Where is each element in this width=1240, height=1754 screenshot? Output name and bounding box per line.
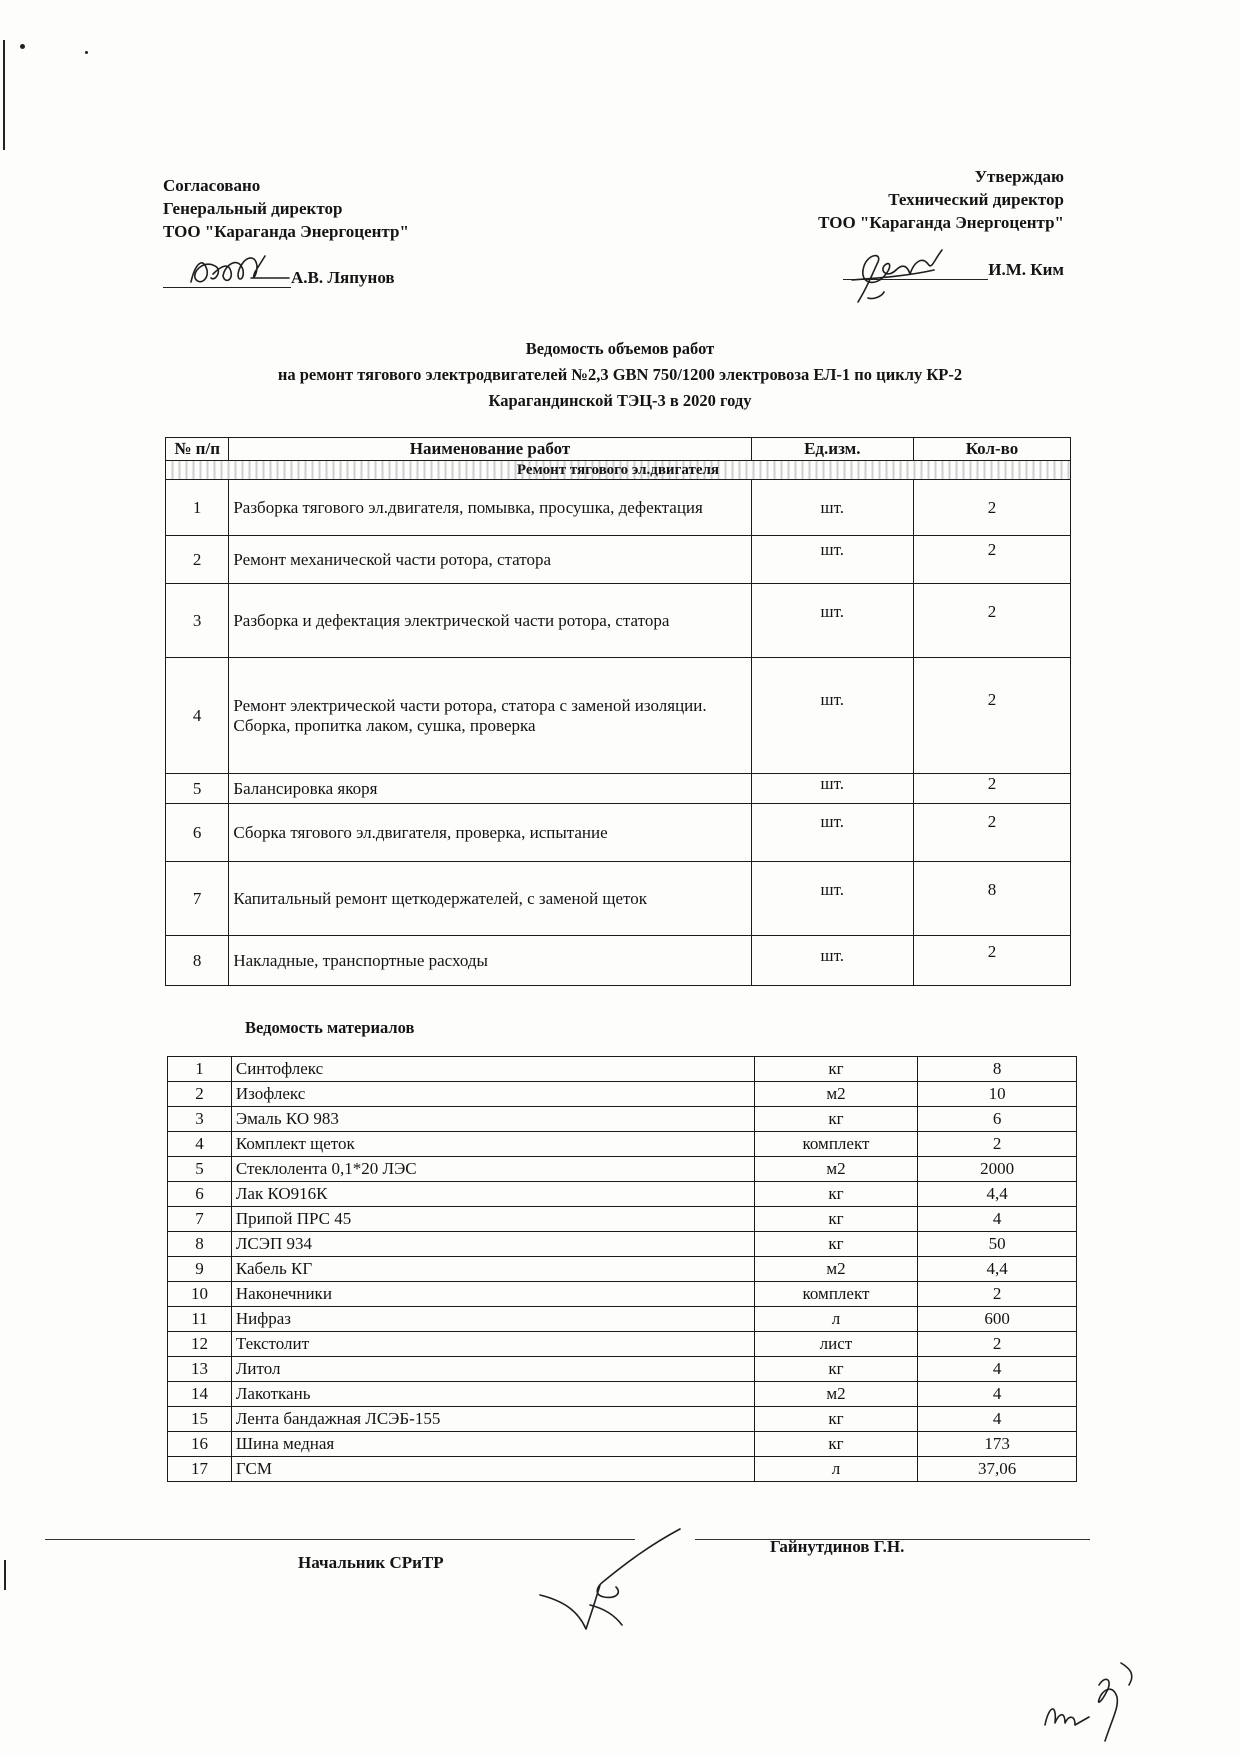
cell-num: 8: [168, 1232, 232, 1257]
table-row: [168, 1157, 1077, 1182]
signatory-name: А.В. Ляпунов: [291, 268, 395, 287]
cell-qty: 4: [918, 1382, 1077, 1407]
cell-name: Эмаль КО 983: [231, 1107, 754, 1132]
cell-num: 4: [166, 658, 229, 774]
cell-qty: 2: [913, 584, 1070, 658]
cell-qty: 2: [913, 658, 1070, 774]
cell-unit: шт.: [751, 804, 913, 862]
cell-num: 7: [166, 862, 229, 936]
table-row: [166, 774, 1071, 804]
cell-qty: 2: [913, 774, 1070, 804]
cell-qty: 4: [918, 1357, 1077, 1382]
cell-num: 6: [168, 1182, 232, 1207]
cell-unit: кг: [754, 1057, 918, 1082]
table-row: [166, 804, 1071, 862]
cell-unit: лист: [754, 1332, 918, 1357]
materials-table: [167, 1056, 1077, 1482]
table-row: [168, 1457, 1077, 1482]
cell-name: Синтофлекс: [231, 1057, 754, 1082]
cell-num: 9: [168, 1257, 232, 1282]
works-section-row: [166, 461, 1071, 480]
signatory-name: И.М. Ким: [988, 260, 1064, 279]
approval-position: Технический директор: [888, 190, 1064, 209]
cell-qty: 37,06: [918, 1457, 1077, 1482]
cell-name: Лента бандажная ЛСЭБ-155: [231, 1407, 754, 1432]
cell-num: 16: [168, 1432, 232, 1457]
cell-unit: кг: [754, 1207, 918, 1232]
cell-num: 15: [168, 1407, 232, 1432]
cell-unit: шт.: [751, 862, 913, 936]
approval-heading: Согласовано: [163, 176, 261, 195]
cell-unit: комплект: [754, 1132, 918, 1157]
table-row: [166, 480, 1071, 536]
column-header-qty: Кол-во: [913, 438, 1070, 461]
cell-name: Изофлекс: [231, 1082, 754, 1107]
cell-unit: л: [754, 1457, 918, 1482]
signature-corner: [1035, 1645, 1165, 1745]
cell-num: 4: [168, 1132, 232, 1157]
cell-qty: 2: [918, 1282, 1077, 1307]
cell-num: 3: [166, 584, 229, 658]
cell-name: ГСМ: [231, 1457, 754, 1482]
cell-unit: м2: [754, 1157, 918, 1182]
cell-unit: шт.: [751, 658, 913, 774]
document-title: [120, 336, 1120, 414]
table-row: [168, 1132, 1077, 1157]
table-row: [168, 1432, 1077, 1457]
cell-qty: 10: [918, 1082, 1077, 1107]
cell-unit: шт.: [751, 584, 913, 658]
cell-qty: 6: [918, 1107, 1077, 1132]
column-header-num: № п/п: [166, 438, 229, 461]
approval-approved-block: [818, 165, 1064, 234]
approval-position: Генеральный директор: [163, 199, 343, 218]
table-row: [168, 1082, 1077, 1107]
cell-name: Припой ПРС 45: [231, 1207, 754, 1232]
cell-num: 2: [168, 1082, 232, 1107]
cell-unit: м2: [754, 1082, 918, 1107]
table-row: [166, 536, 1071, 584]
table-row: [168, 1257, 1077, 1282]
cell-unit: кг: [754, 1432, 918, 1457]
table-row: [168, 1307, 1077, 1332]
cell-name: Текстолит: [231, 1332, 754, 1357]
column-header-name: Наименование работ: [229, 438, 751, 461]
cell-unit: л: [754, 1307, 918, 1332]
cell-num: 17: [168, 1457, 232, 1482]
cell-name: Разборка и дефектация электрической части ротора, статора: [229, 584, 751, 658]
cell-unit: кг: [754, 1107, 918, 1132]
cell-unit: м2: [754, 1257, 918, 1282]
approval-organization: ТОО "Караганда Энергоцентр": [163, 222, 409, 241]
title-line-3: Карагандинской ТЭЦ-3 в 2020 году: [488, 391, 752, 410]
cell-unit: шт.: [751, 774, 913, 804]
table-row: [166, 862, 1071, 936]
cell-qty: 8: [913, 862, 1070, 936]
section-title: Ремонт тягового эл.двигателя: [166, 461, 1071, 480]
cell-num: 8: [166, 936, 229, 986]
cell-name: Кабель КГ: [231, 1257, 754, 1282]
table-row: [168, 1282, 1077, 1307]
table-row: [168, 1382, 1077, 1407]
table-row: [166, 584, 1071, 658]
approval-organization: ТОО "Караганда Энергоцентр": [818, 213, 1064, 232]
title-line-2: на ремонт тягового электродвигателей №2,3 GBN 750/1200 электровоза ЕЛ-1 по циклу КР-2: [277, 365, 963, 384]
cell-unit: шт.: [751, 536, 913, 584]
cell-unit: кг: [754, 1407, 918, 1432]
scan-mark: [3, 40, 5, 150]
cell-unit: кг: [754, 1232, 918, 1257]
signature-kim: [838, 240, 958, 310]
cell-qty: 4,4: [918, 1257, 1077, 1282]
scan-mark: [85, 51, 88, 54]
cell-unit: комплект: [754, 1282, 918, 1307]
cell-name: Литол: [231, 1357, 754, 1382]
cell-name: Сборка тягового эл.двигателя, проверка, испытание: [229, 804, 751, 862]
cell-num: 1: [166, 480, 229, 536]
cell-qty: 4: [918, 1407, 1077, 1432]
cell-unit: шт.: [751, 480, 913, 536]
table-row: [166, 936, 1071, 986]
cell-name: Разборка тягового эл.двигателя, помывка, просушка, дефектация: [229, 480, 751, 536]
cell-qty: 2: [913, 536, 1070, 584]
cell-num: 1: [168, 1057, 232, 1082]
table-row: [168, 1107, 1077, 1132]
cell-qty: 8: [918, 1057, 1077, 1082]
cell-num: 3: [168, 1107, 232, 1132]
cell-num: 6: [166, 804, 229, 862]
cell-name: Капитальный ремонт щеткодержателей, с заменой щеток: [229, 862, 751, 936]
cell-name: Шина медная: [231, 1432, 754, 1457]
cell-qty: 4: [918, 1207, 1077, 1232]
title-line-1: Ведомость объемов работ: [525, 339, 715, 358]
cell-num: 5: [168, 1157, 232, 1182]
footer-position: Начальник СРиТР: [298, 1553, 444, 1572]
table-row: [168, 1407, 1077, 1432]
cell-name: Лакоткань: [231, 1382, 754, 1407]
cell-num: 11: [168, 1307, 232, 1332]
cell-name: Лак КО916К: [231, 1182, 754, 1207]
cell-num: 2: [166, 536, 229, 584]
cell-qty: 2: [913, 936, 1070, 986]
cell-num: 7: [168, 1207, 232, 1232]
cell-name: Нифраз: [231, 1307, 754, 1332]
approval-heading: Утверждаю: [974, 167, 1064, 186]
works-table: [165, 437, 1071, 986]
materials-title: Ведомость материалов: [245, 1018, 415, 1037]
cell-unit: кг: [754, 1182, 918, 1207]
cell-qty: 173: [918, 1432, 1077, 1457]
table-row: [168, 1357, 1077, 1382]
cell-num: 10: [168, 1282, 232, 1307]
cell-qty: 2000: [918, 1157, 1077, 1182]
cell-unit: шт.: [751, 936, 913, 986]
cell-name: Ремонт электрической части ротора, статора с заменой изоляции. Сборка, пропитка лаком, сушка, проверка: [229, 658, 751, 774]
footer-name: Гайнутдинов Г.Н.: [770, 1537, 905, 1556]
column-header-unit: Ед.изм.: [751, 438, 913, 461]
cell-name: Комплект щеток: [231, 1132, 754, 1157]
table-row: [168, 1182, 1077, 1207]
cell-qty: 4,4: [918, 1182, 1077, 1207]
signature-footer: [530, 1525, 700, 1635]
signature-lyapunov: [185, 248, 295, 293]
works-header-row: [166, 438, 1071, 461]
cell-name: ЛСЭП 934: [231, 1232, 754, 1257]
cell-num: 14: [168, 1382, 232, 1407]
table-row: [168, 1207, 1077, 1232]
cell-unit: м2: [754, 1382, 918, 1407]
cell-qty: 2: [918, 1132, 1077, 1157]
cell-name: Накладные, транспортные расходы: [229, 936, 751, 986]
scan-mark: [4, 1560, 6, 1590]
cell-name: Наконечники: [231, 1282, 754, 1307]
cell-qty: 2: [918, 1332, 1077, 1357]
cell-qty: 2: [913, 804, 1070, 862]
table-row: [166, 658, 1071, 774]
cell-name: Ремонт механической части ротора, статора: [229, 536, 751, 584]
table-row: [168, 1057, 1077, 1082]
scan-mark: [20, 44, 25, 49]
approval-agreed-block: [163, 174, 409, 243]
cell-num: 13: [168, 1357, 232, 1382]
cell-qty: 600: [918, 1307, 1077, 1332]
table-row: [168, 1332, 1077, 1357]
cell-unit: кг: [754, 1357, 918, 1382]
cell-num: 5: [166, 774, 229, 804]
cell-qty: 2: [913, 480, 1070, 536]
cell-qty: 50: [918, 1232, 1077, 1257]
cell-name: Стеклолента 0,1*20 ЛЭС: [231, 1157, 754, 1182]
cell-name: Балансировка якоря: [229, 774, 751, 804]
cell-num: 12: [168, 1332, 232, 1357]
table-row: [168, 1232, 1077, 1257]
